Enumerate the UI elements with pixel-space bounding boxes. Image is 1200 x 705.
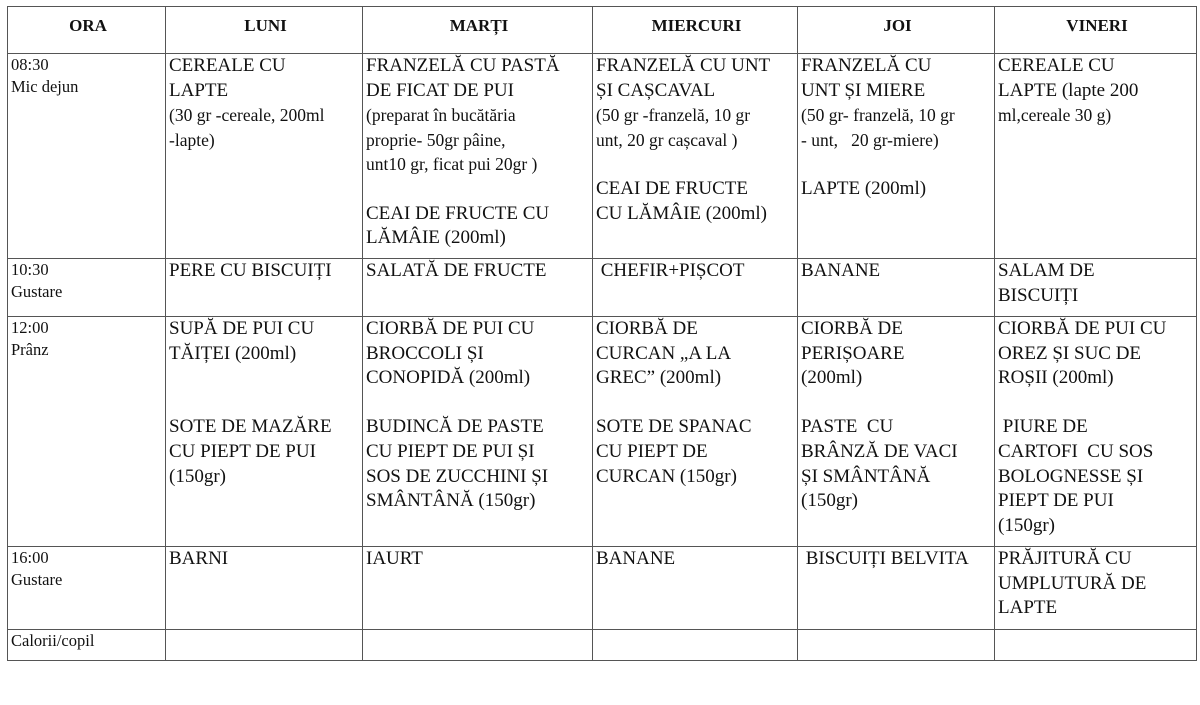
menu-line: CEREALE CU — [998, 55, 1115, 76]
menu-line: CEAI DE FRUCTE — [596, 177, 748, 199]
menu-line: PIURE DE — [998, 416, 1088, 438]
menu-line: (30 gr -cereale, 200ml — [169, 105, 325, 126]
meal-label: Prânz — [11, 340, 49, 359]
menu-line: CU PIEPT DE — [596, 440, 708, 462]
menu-line: OREZ ȘI SUC DE — [998, 342, 1142, 364]
menu-line: (preparat în bucătăria — [366, 105, 516, 126]
menu-line: (150gr) — [169, 465, 226, 487]
line-gap — [801, 391, 994, 416]
menu-cell-miercuri — [593, 54, 798, 259]
menu-line: GREC” (200ml) — [596, 367, 722, 389]
menu-line: (150gr) — [801, 490, 858, 512]
menu-cell-vineri — [995, 630, 1197, 661]
menu-line: CEAI DE FRUCTE CU — [366, 202, 550, 224]
menu-line: SALAM DE — [998, 260, 1095, 281]
time-label: 10:30 — [11, 260, 49, 279]
menu-line: CEREALE CU — [169, 55, 286, 76]
menu-line: TĂIȚEI (200ml) — [169, 342, 297, 364]
menu-line: CONOPIDĂ (200ml) — [366, 367, 531, 389]
menu-line: CIORBĂ DE — [801, 318, 903, 339]
menu-line: CIORBĂ DE PUI CU — [366, 318, 535, 339]
menu-cell-joi — [798, 547, 995, 630]
menu-cell-miercuri — [593, 317, 798, 547]
line-gap — [169, 366, 362, 391]
menu-line: PASTE CU — [801, 416, 894, 438]
menu-cell-luni — [166, 630, 363, 661]
meal-label: Mic dejun — [11, 77, 79, 96]
menu-line: (200ml) — [801, 367, 863, 389]
menu-line: BANANE — [801, 260, 881, 281]
time-cell — [8, 54, 166, 259]
menu-line: CURCAN (150gr) — [596, 465, 737, 487]
menu-line: UMPLUTURĂ DE — [998, 572, 1147, 594]
menu-line: BISCUIȚI BELVITA — [801, 548, 969, 569]
menu-line: IAURT — [366, 548, 423, 569]
menu-line: BRÂNZĂ DE VACI — [801, 440, 958, 462]
row-pranz — [8, 317, 1197, 547]
row-gustare-1030 — [8, 259, 1197, 317]
menu-line: SOS DE ZUCCHINI ȘI — [366, 465, 549, 487]
menu-cell-marti — [363, 630, 593, 661]
menu-cell-miercuri — [593, 259, 798, 317]
menu-line: (50 gr -franzelă, 10 gr — [596, 105, 751, 126]
menu-cell-vineri — [995, 317, 1197, 547]
menu-line: LAPTE (lapte 200 — [998, 79, 1139, 101]
header-row — [8, 7, 1197, 54]
menu-line: LAPTE (200ml) — [801, 177, 927, 199]
meal-label: Gustare — [11, 570, 63, 589]
header-luni: LUNI — [166, 7, 363, 54]
menu-cell-vineri — [995, 54, 1197, 259]
menu-line: ȘI SMÂNTÂNĂ — [801, 465, 931, 487]
menu-line: CU LĂMÂIE (200ml) — [596, 202, 767, 224]
header-ora: ORA — [8, 7, 166, 54]
line-gap — [998, 391, 1196, 416]
menu-cell-marti — [363, 54, 593, 259]
menu-cell-miercuri — [593, 630, 798, 661]
header-joi: JOI — [798, 7, 995, 54]
menu-cell-vineri — [995, 547, 1197, 630]
menu-line: - unt, 20 gr-miere) — [801, 129, 939, 150]
menu-cell-marti — [363, 547, 593, 630]
menu-line: PERE CU BISCUIȚI — [169, 260, 332, 281]
time-label: 12:00 — [11, 318, 49, 337]
menu-line: unt, 20 gr cașcaval ) — [596, 129, 738, 150]
time-label: 16:00 — [11, 548, 49, 567]
menu-line: proprie- 50gr pâine, — [366, 129, 506, 150]
menu-line: BISCUIȚI — [998, 284, 1079, 306]
line-gap — [801, 152, 994, 177]
time-label: 08:30 — [11, 55, 49, 74]
menu-line: -lapte) — [169, 129, 215, 150]
menu-cell-joi — [798, 54, 995, 259]
menu-line: CIORBĂ DE PUI CU — [998, 318, 1167, 339]
menu-cell-joi — [798, 259, 995, 317]
menu-line: CARTOFI CU SOS — [998, 440, 1154, 462]
menu-cell-marti — [363, 317, 593, 547]
weekly-menu-table — [7, 6, 1197, 661]
menu-line: ml,cereale 30 g) — [998, 105, 1112, 126]
time-cell — [8, 259, 166, 317]
time-label: Calorii/copil — [11, 631, 95, 650]
menu-line: DE FICAT DE PUI — [366, 79, 514, 101]
menu-line: ROȘII (200ml) — [998, 367, 1114, 389]
header-marti: MARȚI — [363, 7, 593, 54]
menu-cell-luni — [166, 54, 363, 259]
menu-cell-miercuri — [593, 547, 798, 630]
menu-line: CU PIEPT DE PUI — [169, 440, 316, 462]
time-cell — [8, 547, 166, 630]
menu-line: UNT ȘI MIERE — [801, 79, 926, 101]
menu-line: SOTE DE MAZĂRE — [169, 416, 332, 438]
menu-line: CHEFIR+PIȘCOT — [596, 260, 745, 281]
menu-line: SMÂNTÂNĂ (150gr) — [366, 490, 536, 512]
menu-cell-luni — [166, 317, 363, 547]
menu-line: BROCCOLI ȘI — [366, 342, 484, 364]
menu-line: BUDINCĂ DE PASTE — [366, 416, 544, 438]
menu-cell-vineri — [995, 259, 1197, 317]
meal-label: Gustare — [11, 282, 63, 301]
menu-line: SUPĂ DE PUI CU — [169, 318, 315, 339]
row-mic-dejun — [8, 54, 1197, 259]
time-cell — [8, 317, 166, 547]
menu-line: LĂMÂIE (200ml) — [366, 227, 506, 249]
menu-line: (50 gr- franzelă, 10 gr — [801, 105, 955, 126]
menu-line: BOLOGNESSE ȘI — [998, 465, 1144, 487]
menu-line: unt10 gr, ficat pui 20gr ) — [366, 154, 538, 175]
menu-line: LAPTE — [169, 79, 229, 101]
menu-cell-marti — [363, 259, 593, 317]
menu-line: CURCAN „A LA — [596, 342, 732, 364]
menu-line: BANANE — [596, 548, 676, 569]
menu-line: FRANZELĂ CU — [801, 55, 932, 76]
menu-line: SALATĂ DE FRUCTE — [366, 260, 547, 281]
line-gap — [596, 152, 797, 177]
row-gustare-1600 — [8, 547, 1197, 630]
menu-line: FRANZELĂ CU PASTĂ — [366, 55, 560, 76]
menu-line: PERIȘOARE — [801, 342, 905, 364]
menu-line: (150gr) — [998, 514, 1055, 536]
line-gap — [169, 391, 362, 416]
menu-cell-joi — [798, 630, 995, 661]
line-gap — [366, 177, 592, 202]
header-miercuri: MIERCURI — [593, 7, 798, 54]
time-cell — [8, 630, 166, 661]
menu-line: PRĂJITURĂ CU — [998, 548, 1132, 569]
menu-line: PIEPT DE PUI — [998, 490, 1114, 512]
menu-cell-luni — [166, 259, 363, 317]
menu-cell-luni — [166, 547, 363, 630]
line-gap — [366, 391, 592, 416]
menu-line: BARNI — [169, 548, 229, 569]
menu-line: ȘI CAȘCAVAL — [596, 79, 716, 101]
menu-line: LAPTE — [998, 597, 1058, 619]
line-gap — [596, 391, 797, 416]
menu-cell-joi — [798, 317, 995, 547]
menu-line: FRANZELĂ CU UNT — [596, 55, 771, 76]
row-calorii — [8, 630, 1197, 661]
menu-line: SOTE DE SPANAC — [596, 416, 752, 438]
menu-line: CU PIEPT DE PUI ȘI — [366, 440, 535, 462]
header-vineri: VINERI — [995, 7, 1197, 54]
menu-line: CIORBĂ DE — [596, 318, 698, 339]
